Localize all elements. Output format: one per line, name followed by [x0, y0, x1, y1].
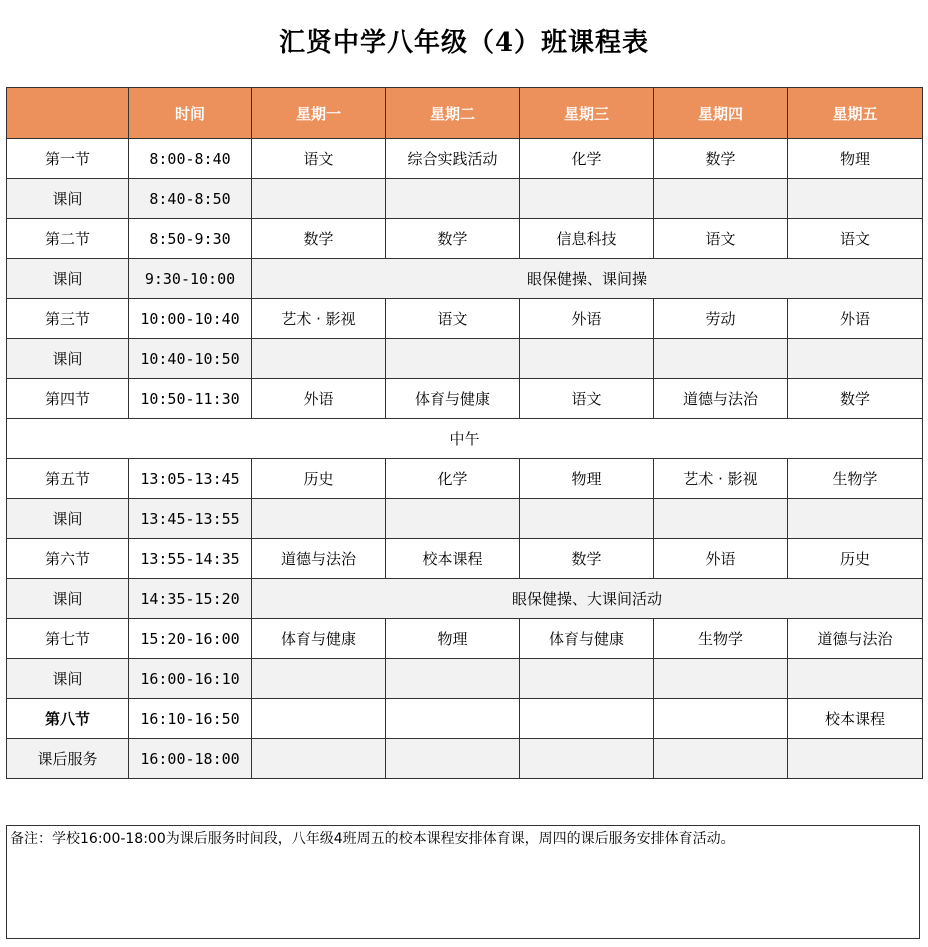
subject-cell — [654, 339, 788, 379]
table-header-row — [7, 88, 923, 139]
subject-cell — [386, 659, 520, 699]
subject-cell: 数学 — [654, 139, 788, 179]
merged-activity-cell: 眼保健操、大课间活动 — [252, 579, 923, 619]
subject-cell: 数学 — [386, 219, 520, 259]
subject-cell: 外语 — [252, 379, 386, 419]
header-cell: 时间 — [129, 88, 252, 139]
period-label: 课间 — [7, 179, 129, 219]
subject-cell: 数学 — [252, 219, 386, 259]
table-row — [7, 179, 923, 219]
period-time: 9:30-10:00 — [129, 259, 252, 299]
subject-cell: 数学 — [788, 379, 923, 419]
subject-cell — [654, 659, 788, 699]
subject-cell: 外语 — [788, 299, 923, 339]
header-cell: 星期四 — [654, 88, 788, 139]
merged-activity-cell: 眼保健操、课间操 — [252, 259, 923, 299]
subject-cell — [520, 739, 654, 779]
subject-cell: 化学 — [520, 139, 654, 179]
table-row — [7, 299, 923, 339]
remarks-box — [6, 825, 920, 939]
table-row — [7, 619, 923, 659]
subject-cell: 数学 — [520, 539, 654, 579]
subject-cell: 物理 — [386, 619, 520, 659]
subject-cell: 体育与健康 — [252, 619, 386, 659]
period-label: 第一节 — [7, 139, 129, 179]
period-label: 第八节 — [7, 699, 129, 739]
period-time: 10:40-10:50 — [129, 339, 252, 379]
subject-cell — [788, 499, 923, 539]
subject-cell: 生物学 — [788, 459, 923, 499]
period-label: 第三节 — [7, 299, 129, 339]
period-time: 13:55-14:35 — [129, 539, 252, 579]
subject-cell — [788, 739, 923, 779]
subject-cell — [654, 499, 788, 539]
subject-cell: 道德与法治 — [788, 619, 923, 659]
subject-cell: 历史 — [252, 459, 386, 499]
table-row — [7, 579, 923, 619]
subject-cell: 外语 — [654, 539, 788, 579]
subject-cell: 化学 — [386, 459, 520, 499]
subject-cell: 综合实践活动 — [386, 139, 520, 179]
subject-cell — [788, 339, 923, 379]
period-label: 第六节 — [7, 539, 129, 579]
subject-cell — [386, 699, 520, 739]
table-row — [7, 739, 923, 779]
subject-cell: 道德与法治 — [252, 539, 386, 579]
subject-cell — [386, 179, 520, 219]
subject-cell: 体育与健康 — [386, 379, 520, 419]
header-cell — [7, 88, 129, 139]
period-label: 第四节 — [7, 379, 129, 419]
subject-cell: 校本课程 — [788, 699, 923, 739]
subject-cell: 生物学 — [654, 619, 788, 659]
subject-cell — [520, 699, 654, 739]
period-time: 14:35-15:20 — [129, 579, 252, 619]
period-time: 8:50-9:30 — [129, 219, 252, 259]
subject-cell — [252, 339, 386, 379]
subject-cell — [252, 179, 386, 219]
subject-cell — [654, 179, 788, 219]
table-row — [7, 379, 923, 419]
subject-cell — [252, 699, 386, 739]
header-cell: 星期二 — [386, 88, 520, 139]
subject-cell — [520, 659, 654, 699]
table-row — [7, 419, 923, 459]
period-label: 课间 — [7, 579, 129, 619]
subject-cell — [520, 499, 654, 539]
subject-cell — [520, 339, 654, 379]
subject-cell: 语文 — [788, 219, 923, 259]
subject-cell — [654, 739, 788, 779]
subject-cell: 校本课程 — [386, 539, 520, 579]
period-label: 第二节 — [7, 219, 129, 259]
header-cell: 星期一 — [252, 88, 386, 139]
period-label: 课间 — [7, 659, 129, 699]
period-label: 课后服务 — [7, 739, 129, 779]
subject-cell: 外语 — [520, 299, 654, 339]
remarks-text: 备注：学校16:00-18:00为课后服务时间段，八年级4班周五的校本课程安排体育课，周四的课后服务安排体育活动。 — [10, 831, 735, 847]
period-label: 课间 — [7, 339, 129, 379]
subject-cell — [386, 499, 520, 539]
subject-cell: 道德与法治 — [654, 379, 788, 419]
period-time: 8:00-8:40 — [129, 139, 252, 179]
subject-cell: 劳动 — [654, 299, 788, 339]
period-label: 课间 — [7, 499, 129, 539]
subject-cell — [252, 739, 386, 779]
subject-cell: 艺术 · 影视 — [654, 459, 788, 499]
subject-cell — [386, 339, 520, 379]
period-time: 8:40-8:50 — [129, 179, 252, 219]
table-row — [7, 259, 923, 299]
subject-cell — [520, 179, 654, 219]
period-time: 15:20-16:00 — [129, 619, 252, 659]
schedule-table — [6, 87, 923, 779]
subject-cell — [788, 659, 923, 699]
table-row — [7, 219, 923, 259]
subject-cell — [654, 699, 788, 739]
subject-cell: 语文 — [654, 219, 788, 259]
period-time: 10:00-10:40 — [129, 299, 252, 339]
period-time: 16:00-18:00 — [129, 739, 252, 779]
table-row — [7, 459, 923, 499]
table-row — [7, 139, 923, 179]
table-row — [7, 699, 923, 739]
period-time: 13:05-13:45 — [129, 459, 252, 499]
subject-cell: 语文 — [252, 139, 386, 179]
period-time: 16:00-16:10 — [129, 659, 252, 699]
table-row — [7, 499, 923, 539]
header-cell: 星期五 — [788, 88, 923, 139]
subject-cell — [386, 739, 520, 779]
table-row — [7, 539, 923, 579]
header-cell: 星期三 — [520, 88, 654, 139]
subject-cell — [788, 179, 923, 219]
subject-cell — [252, 499, 386, 539]
noon-break-cell: 中午 — [7, 419, 923, 459]
subject-cell: 体育与健康 — [520, 619, 654, 659]
period-time: 16:10-16:50 — [129, 699, 252, 739]
subject-cell — [252, 659, 386, 699]
page-title: 汇贤中学八年级（4）班课程表 — [278, 28, 650, 58]
period-label: 课间 — [7, 259, 129, 299]
table-row — [7, 339, 923, 379]
subject-cell: 语文 — [386, 299, 520, 339]
period-label: 第五节 — [7, 459, 129, 499]
subject-cell: 物理 — [520, 459, 654, 499]
subject-cell: 语文 — [520, 379, 654, 419]
subject-cell: 艺术 · 影视 — [252, 299, 386, 339]
subject-cell: 信息科技 — [520, 219, 654, 259]
period-time: 13:45-13:55 — [129, 499, 252, 539]
table-row — [7, 659, 923, 699]
period-time: 10:50-11:30 — [129, 379, 252, 419]
subject-cell: 物理 — [788, 139, 923, 179]
period-label: 第七节 — [7, 619, 129, 659]
subject-cell: 历史 — [788, 539, 923, 579]
